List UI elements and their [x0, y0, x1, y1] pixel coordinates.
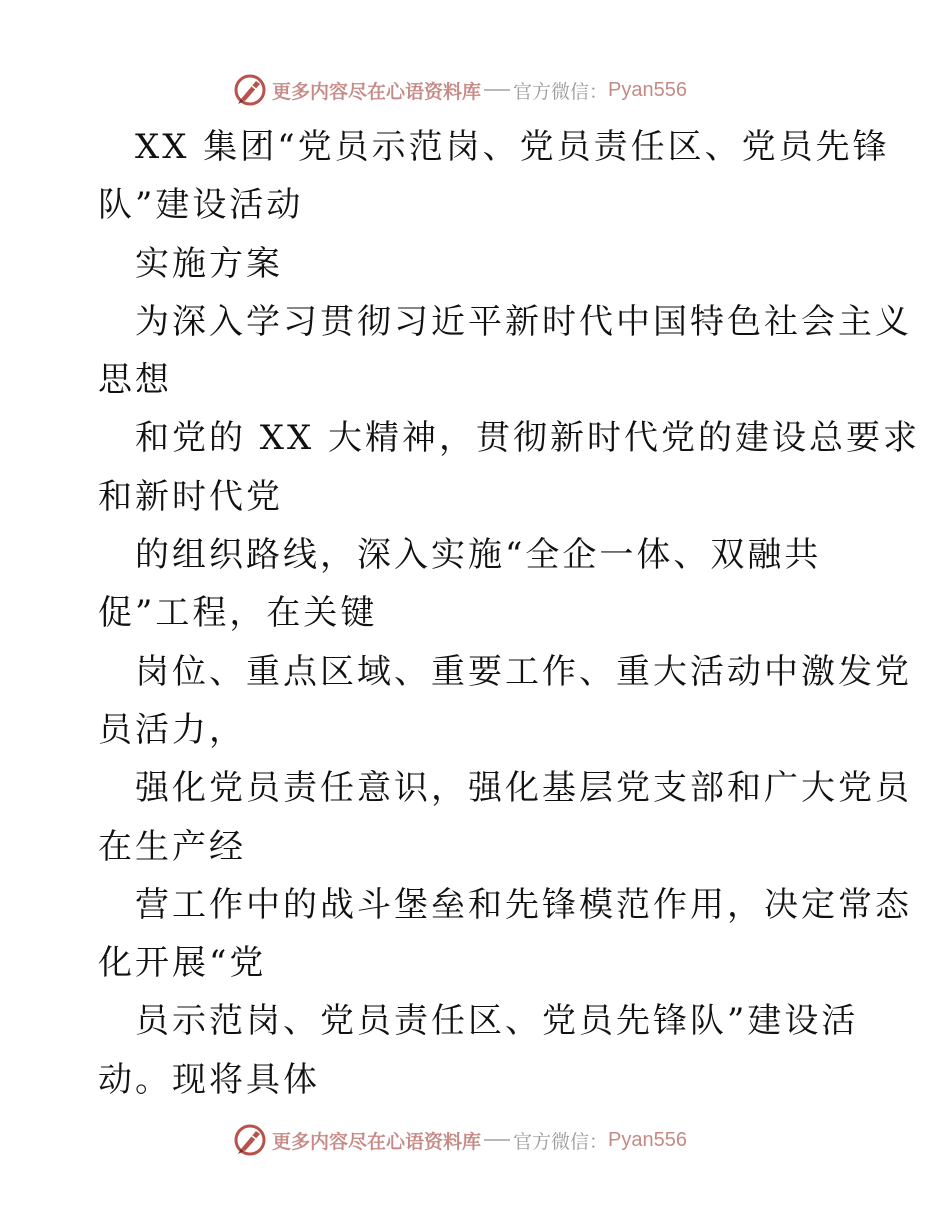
footer-separator — [484, 1139, 510, 1141]
document-line: 思想 — [98, 360, 172, 401]
document-line: 为深入学习贯彻习近平新时代中国特色社会主义 — [135, 301, 912, 342]
quill-circle-icon — [232, 72, 268, 108]
footer-brand-text: 更多内容尽在心语资料库 — [272, 1130, 482, 1153]
header-banner[interactable] — [232, 70, 687, 110]
document-line: 和新时代党 — [98, 476, 283, 517]
document-line: 强化党员责任意识，强化基层党支部和广大党员 — [135, 768, 912, 809]
document-line: 的组织路线，深入实施“全企一体、双融共 — [135, 535, 822, 576]
document-line: 员示范岗、党员责任区、党员先锋队”建设活 — [135, 1001, 859, 1042]
header-brand-text: 更多内容尽在心语资料库 — [272, 80, 482, 103]
document-line: 促”工程，在关键 — [98, 593, 378, 634]
document-line: XX 集团“党员示范岗、党员责任区、党员先锋 — [135, 127, 890, 167]
document-body — [98, 118, 921, 1109]
document-line: 和党的 XX 大精神，贯彻新时代党的建设总要求 — [135, 418, 921, 459]
quill-circle-icon — [232, 1122, 268, 1158]
document-line: 岗位、重点区域、重要工作、重大活动中激发党 — [135, 651, 912, 692]
document-line: 动。现将具体 — [98, 1059, 320, 1100]
footer-wechat-label: 官方微信： — [513, 1130, 609, 1153]
document-line: 营工作中的战斗堡垒和先锋模范作用，决定常态 — [135, 884, 912, 925]
footer-wechat-id: Pyan556 — [608, 1128, 687, 1151]
header-separator — [484, 89, 510, 91]
document-line: 实施方案 — [135, 243, 283, 284]
document-line: 员活力， — [98, 709, 246, 750]
document-line: 队”建设活动 — [98, 185, 304, 226]
header-wechat-label: 官方微信： — [513, 80, 609, 103]
document-line: 在生产经 — [98, 826, 246, 867]
document-line: 化开展“党 — [98, 943, 267, 984]
footer-banner[interactable] — [232, 1120, 687, 1160]
header-wechat-id: Pyan556 — [608, 78, 687, 101]
